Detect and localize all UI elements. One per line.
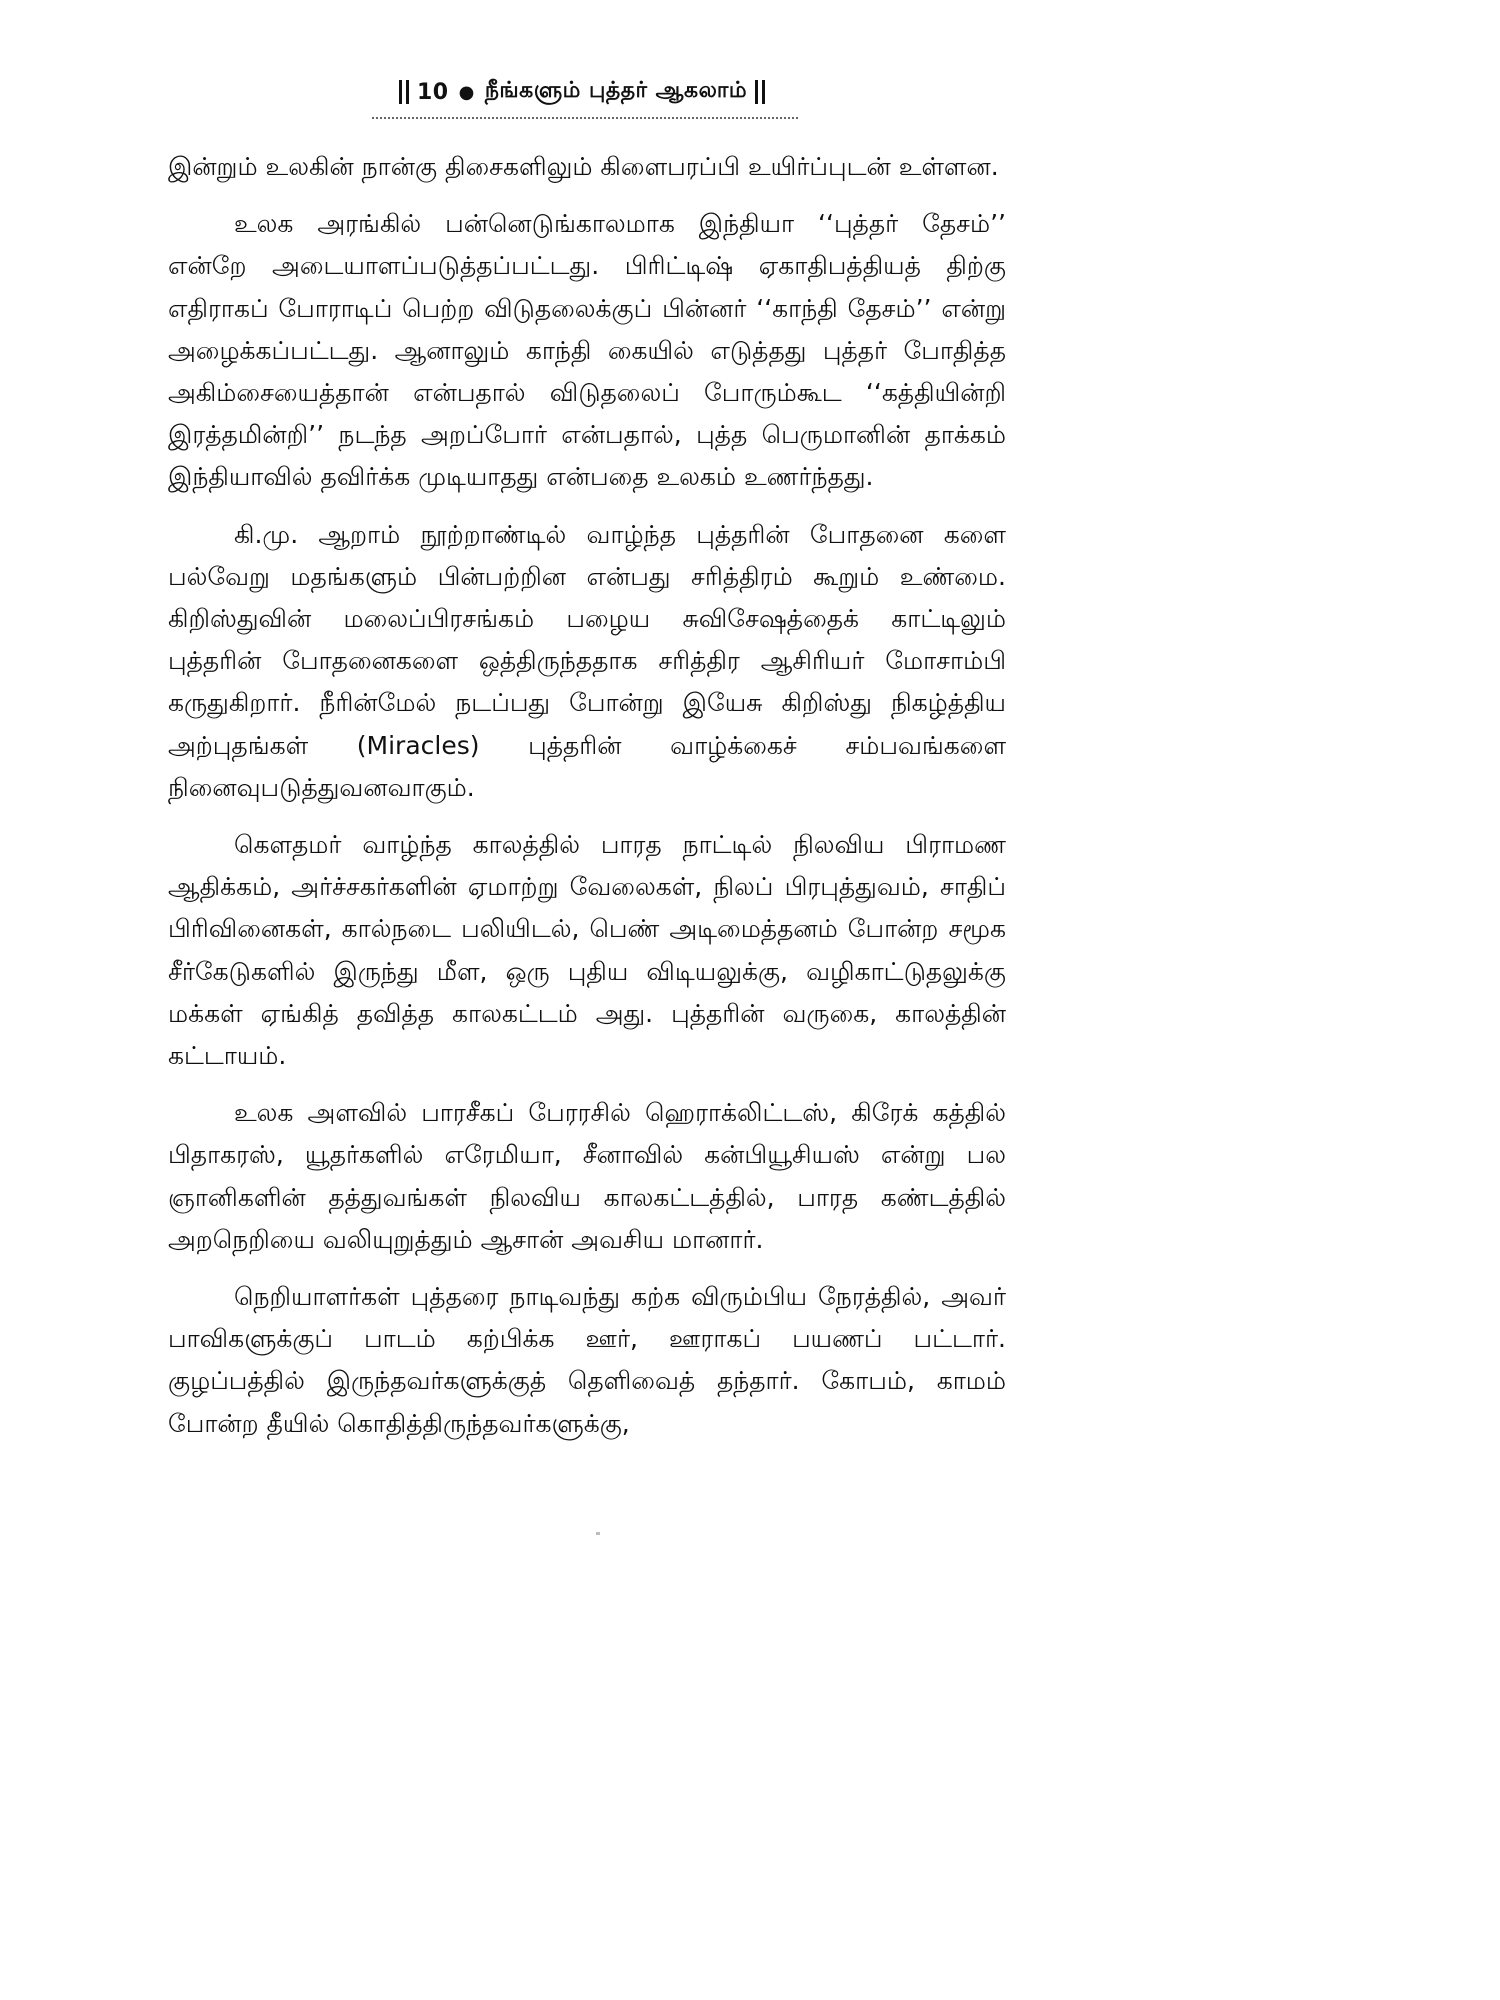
body-text — [168, 146, 1006, 1460]
header-double-bar-right — [755, 80, 765, 104]
paragraph-5: உலக அளவில் பாரசீகப் பேரரசில் ஹெராக்லிட்டஸ், கிரேக் கத்தில் பிதாகரஸ், யூதர்களில் எரேமியா, சீனாவில் கன்பியூசியஸ் என்று பல ஞானிகளின் தத்துவங்கள் நிலவிய காலகட்டத்தில், பாரத கண்டத்தில் அறநெறியை வலியுறுத்தும் ஆசான் அவசிய மானார். — [168, 1098, 1006, 1254]
paragraph-2: உலக அரங்கில் பன்னெடுங்காலமாக இந்தியா ‘‘புத்தர் தேசம்’’ என்றே அடையாளப்படுத்தப்பட்டது. பிரிட்டிஷ் ஏகாதிபத்தியத் திற்கு எதிராகப் போராடிப் பெற்ற விடுதலைக்குப் பின்னர் ‘‘காந்தி தேசம்’’ என்று அழைக்கப்பட்டது. ஆனாலும் காந்தி கையில் எடுத்தது புத்தர் போதித்த அகிம்சையைத்தான் என்பதால் விடுதலைப் போரும்கூட ‘‘கத்தியின்றி இரத்தமின்றி’’ நடந்த அறப்போர் என்பதால், புத்த பெருமானின் தாக்கம் இந்தியாவில் தவிர்க்க முடியாதது என்பதை உலகம் உணர்ந்தது. — [168, 209, 1006, 492]
paragraph-3: கி.மு. ஆறாம் நூற்றாண்டில் வாழ்ந்த புத்தரின் போதனை களை பல்வேறு மதங்களும் பின்பற்றின என்பது சரித்திரம் கூறும் உண்மை. கிறிஸ்துவின் மலைப்பிரசங்கம் பழைய சுவிசேஷத்தைக் காட்டிலும் புத்தரின் போதனைகளை ஒத்திருந்ததாக சரித்திர ஆசிரியர் மோசாம்பி கருதுகிறார். நீரின்மேல் நடப்பது போன்று இயேசு கிறிஸ்து நிகழ்த்திய அற்புதங்கள் (Miracles) புத்தரின் வாழ்க்கைச் சம்பவங்களை நினைவுபடுத்துவனவாகும். — [168, 519, 1006, 802]
paragraph-4: கௌதமர் வாழ்ந்த காலத்தில் பாரத நாட்டில் நிலவிய பிராமண ஆதிக்கம், அர்ச்சகர்களின் ஏமாற்று வேலைகள், நிலப் பிரபுத்துவம், சாதிப் பிரிவினைகள், கால்நடை பலியிடல், பெண் அடிமைத்தனம் போன்ற சமூக சீர்கேடுகளில் இருந்து மீள, ஒரு புதிய விடியலுக்கு, வழிகாட்டுதலுக்கு மக்கள் ஏங்கித் தவித்த காலகட்டம் அது. புத்தரின் வருகை, காலத்தின் கட்டாயம். — [168, 830, 1006, 1071]
page-number: 10 — [416, 79, 449, 105]
header-dotted-rule — [372, 117, 798, 119]
running-header — [0, 72, 1164, 112]
book-title: நீங்களும் புத்தர் ஆகலாம் — [484, 78, 748, 103]
paragraph-6: நெறியாளர்கள் புத்தரை நாடிவந்து கற்க விரும்பிய நேரத்தில், அவர் பாவிகளுக்குப் பாடம் கற்பிக்க ஊர், ஊராகப் பயணப் பட்டார். குழப்பத்தில் இருந்தவர்களுக்குத் தெளிவைத் தந்தார். கோபம், காமம் போன்ற தீயில் கொதித்திருந்தவர்களுக்கு, — [168, 1282, 1006, 1438]
paragraph-1: இன்றும் உலகின் நான்கு திசைகளிலும் கிளைபரப்பி உயிர்ப்புடன் உள்ளன. — [168, 152, 999, 181]
bullet-separator-icon: ● — [458, 81, 475, 103]
header-double-bar-left — [399, 80, 409, 104]
scan-mark — [596, 1532, 600, 1535]
